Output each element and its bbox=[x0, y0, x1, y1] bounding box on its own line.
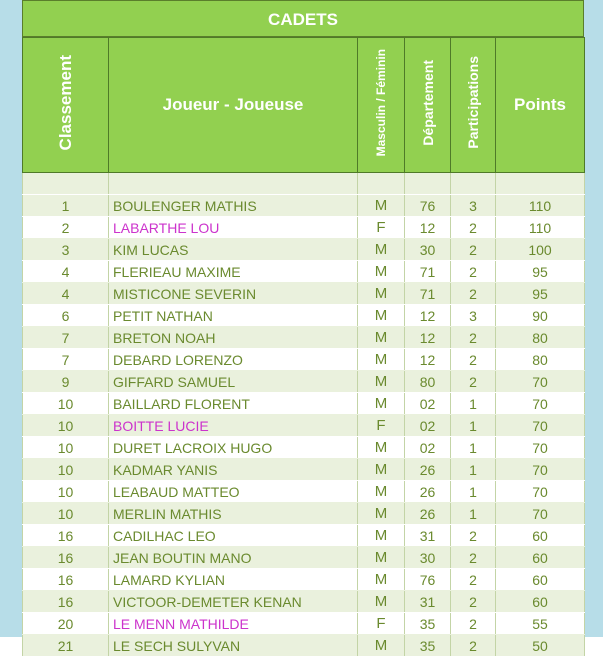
participations-cell[interactable]: 1 bbox=[451, 481, 496, 503]
spreadsheet-margin-right bbox=[584, 0, 603, 637]
points-cell[interactable]: 70 bbox=[496, 481, 585, 503]
sex-cell[interactable]: M bbox=[358, 327, 405, 349]
rank-cell[interactable]: 3 bbox=[23, 239, 109, 261]
header-points: Points bbox=[496, 38, 585, 173]
points-cell[interactable]: 70 bbox=[496, 393, 585, 415]
points-cell[interactable]: 110 bbox=[496, 195, 585, 217]
participations-cell[interactable]: 2 bbox=[451, 349, 496, 371]
sex-cell[interactable]: M bbox=[358, 481, 405, 503]
ranking-sheet bbox=[22, 0, 584, 657]
rank-cell[interactable]: 16 bbox=[23, 547, 109, 569]
category-title: CADETS bbox=[22, 0, 584, 37]
player-name-cell[interactable]: BRETON NOAH bbox=[109, 327, 358, 349]
sex-cell[interactable]: M bbox=[358, 437, 405, 459]
sex-cell[interactable]: M bbox=[358, 459, 405, 481]
header-department: Département bbox=[405, 38, 451, 173]
sex-cell[interactable]: M bbox=[358, 503, 405, 525]
player-name-cell[interactable]: LAMARD KYLIAN bbox=[109, 569, 358, 591]
points-cell[interactable]: 80 bbox=[496, 349, 585, 371]
table-row bbox=[23, 459, 585, 481]
rank-cell[interactable]: 10 bbox=[23, 415, 109, 437]
participations-cell[interactable]: 2 bbox=[451, 283, 496, 305]
participations-cell[interactable]: 1 bbox=[451, 459, 496, 481]
player-name-cell[interactable]: BAILLARD FLORENT bbox=[109, 393, 358, 415]
department-cell[interactable]: 71 bbox=[405, 261, 451, 283]
table-row bbox=[23, 327, 585, 349]
table-row bbox=[23, 195, 585, 217]
participations-cell[interactable]: 1 bbox=[451, 437, 496, 459]
department-cell[interactable]: 26 bbox=[405, 503, 451, 525]
participations-cell[interactable]: 1 bbox=[451, 415, 496, 437]
player-name-cell[interactable]: LE SECH SULYVAN bbox=[109, 635, 358, 657]
participations-cell[interactable]: 2 bbox=[451, 327, 496, 349]
player-name-cell[interactable]: MISTICONE SEVERIN bbox=[109, 283, 358, 305]
points-cell[interactable]: 55 bbox=[496, 613, 585, 635]
header-participations: Participations bbox=[451, 38, 496, 173]
points-cell[interactable]: 100 bbox=[496, 239, 585, 261]
table-row bbox=[23, 547, 585, 569]
participations-cell[interactable]: 2 bbox=[451, 217, 496, 239]
department-cell[interactable]: 76 bbox=[405, 569, 451, 591]
table-row bbox=[23, 635, 585, 657]
rank-cell[interactable]: 6 bbox=[23, 305, 109, 327]
department-cell[interactable]: 26 bbox=[405, 481, 451, 503]
participations-cell[interactable]: 2 bbox=[451, 525, 496, 547]
participations-cell[interactable]: 2 bbox=[451, 239, 496, 261]
participations-cell[interactable]: 2 bbox=[451, 547, 496, 569]
sex-cell[interactable]: M bbox=[358, 393, 405, 415]
department-cell[interactable]: 02 bbox=[405, 415, 451, 437]
points-cell[interactable]: 80 bbox=[496, 327, 585, 349]
department-cell[interactable]: 31 bbox=[405, 591, 451, 613]
rank-cell[interactable]: 10 bbox=[23, 459, 109, 481]
sex-cell[interactable]: M bbox=[358, 239, 405, 261]
participations-cell[interactable]: 2 bbox=[451, 613, 496, 635]
department-cell[interactable]: 12 bbox=[405, 349, 451, 371]
player-name-cell[interactable]: BOULENGER MATHIS bbox=[109, 195, 358, 217]
player-name-cell[interactable]: BOITTE LUCIE bbox=[109, 415, 358, 437]
header-gap bbox=[23, 173, 585, 195]
player-name-cell[interactable]: CADILHAC LEO bbox=[109, 525, 358, 547]
table-row bbox=[23, 525, 585, 547]
points-cell[interactable]: 60 bbox=[496, 547, 585, 569]
sex-cell[interactable]: M bbox=[358, 195, 405, 217]
rank-cell[interactable]: 10 bbox=[23, 437, 109, 459]
table-row bbox=[23, 503, 585, 525]
points-cell[interactable]: 95 bbox=[496, 283, 585, 305]
table-row bbox=[23, 217, 585, 239]
department-cell[interactable]: 35 bbox=[405, 635, 451, 657]
sex-cell[interactable]: M bbox=[358, 569, 405, 591]
sex-cell[interactable]: F bbox=[358, 613, 405, 635]
department-cell[interactable]: 35 bbox=[405, 613, 451, 635]
participations-cell[interactable]: 3 bbox=[451, 195, 496, 217]
points-cell[interactable]: 70 bbox=[496, 459, 585, 481]
player-name-cell[interactable]: KIM LUCAS bbox=[109, 239, 358, 261]
department-cell[interactable]: 31 bbox=[405, 525, 451, 547]
points-cell[interactable]: 50 bbox=[496, 635, 585, 657]
player-name-cell[interactable]: LE MENN MATHILDE bbox=[109, 613, 358, 635]
department-cell[interactable]: 02 bbox=[405, 437, 451, 459]
table-row bbox=[23, 349, 585, 371]
table-row bbox=[23, 591, 585, 613]
player-name-cell[interactable]: PETIT NATHAN bbox=[109, 305, 358, 327]
table-row bbox=[23, 569, 585, 591]
participations-cell[interactable]: 1 bbox=[451, 503, 496, 525]
rank-cell[interactable]: 16 bbox=[23, 525, 109, 547]
header-row bbox=[23, 38, 585, 173]
sex-cell[interactable]: M bbox=[358, 349, 405, 371]
player-name-cell[interactable]: DURET LACROIX HUGO bbox=[109, 437, 358, 459]
points-cell[interactable]: 60 bbox=[496, 591, 585, 613]
sex-cell[interactable]: F bbox=[358, 217, 405, 239]
table-row bbox=[23, 305, 585, 327]
player-name-cell[interactable]: LABARTHE LOU bbox=[109, 217, 358, 239]
department-cell[interactable]: 12 bbox=[405, 327, 451, 349]
department-cell[interactable]: 12 bbox=[405, 217, 451, 239]
spreadsheet-margin-left bbox=[0, 0, 22, 637]
points-cell[interactable]: 70 bbox=[496, 503, 585, 525]
table-row bbox=[23, 393, 585, 415]
player-name-cell[interactable]: VICTOOR-DEMETER KENAN bbox=[109, 591, 358, 613]
rank-cell[interactable]: 7 bbox=[23, 327, 109, 349]
rank-cell[interactable]: 7 bbox=[23, 349, 109, 371]
sex-cell[interactable]: M bbox=[358, 283, 405, 305]
participations-cell[interactable]: 1 bbox=[451, 393, 496, 415]
department-cell[interactable]: 02 bbox=[405, 393, 451, 415]
player-name-cell[interactable]: JEAN BOUTIN MANO bbox=[109, 547, 358, 569]
sex-cell[interactable]: F bbox=[358, 415, 405, 437]
table-row bbox=[23, 371, 585, 393]
sex-cell[interactable]: M bbox=[358, 525, 405, 547]
points-cell[interactable]: 95 bbox=[496, 261, 585, 283]
points-cell[interactable]: 90 bbox=[496, 305, 585, 327]
participations-cell[interactable]: 2 bbox=[451, 591, 496, 613]
rank-cell[interactable]: 10 bbox=[23, 503, 109, 525]
table-row bbox=[23, 415, 585, 437]
sex-cell[interactable]: M bbox=[358, 371, 405, 393]
rank-cell[interactable]: 21 bbox=[23, 635, 109, 657]
sex-cell[interactable]: M bbox=[358, 261, 405, 283]
department-cell[interactable]: 30 bbox=[405, 547, 451, 569]
player-name-cell[interactable]: DEBARD LORENZO bbox=[109, 349, 358, 371]
rank-cell[interactable]: 10 bbox=[23, 393, 109, 415]
rank-cell[interactable]: 9 bbox=[23, 371, 109, 393]
table-row bbox=[23, 481, 585, 503]
player-name-cell[interactable]: KADMAR YANIS bbox=[109, 459, 358, 481]
player-name-cell[interactable]: LEABAUD MATTEO bbox=[109, 481, 358, 503]
player-name-cell[interactable]: FLERIEAU MAXIME bbox=[109, 261, 358, 283]
points-cell[interactable]: 70 bbox=[496, 371, 585, 393]
rank-cell[interactable]: 4 bbox=[23, 283, 109, 305]
sex-cell[interactable]: M bbox=[358, 635, 405, 657]
points-cell[interactable]: 60 bbox=[496, 569, 585, 591]
sex-cell[interactable]: M bbox=[358, 305, 405, 327]
department-cell[interactable]: 71 bbox=[405, 283, 451, 305]
header-sex: Masculin / Féminin bbox=[358, 38, 405, 173]
participations-cell[interactable]: 2 bbox=[451, 569, 496, 591]
header-player: Joueur - Joueuse bbox=[109, 38, 358, 173]
participations-cell[interactable]: 2 bbox=[451, 371, 496, 393]
rank-cell[interactable]: 2 bbox=[23, 217, 109, 239]
sex-cell[interactable]: M bbox=[358, 547, 405, 569]
points-cell[interactable]: 70 bbox=[496, 437, 585, 459]
department-cell[interactable]: 76 bbox=[405, 195, 451, 217]
department-cell[interactable]: 30 bbox=[405, 239, 451, 261]
ranking-table bbox=[22, 37, 585, 657]
table-row bbox=[23, 437, 585, 459]
points-cell[interactable]: 60 bbox=[496, 525, 585, 547]
rank-cell[interactable]: 1 bbox=[23, 195, 109, 217]
player-name-cell[interactable]: GIFFARD SAMUEL bbox=[109, 371, 358, 393]
table-row bbox=[23, 239, 585, 261]
participations-cell[interactable]: 2 bbox=[451, 261, 496, 283]
rank-cell[interactable]: 16 bbox=[23, 591, 109, 613]
participations-cell[interactable]: 3 bbox=[451, 305, 496, 327]
table-row bbox=[23, 261, 585, 283]
department-cell[interactable]: 26 bbox=[405, 459, 451, 481]
points-cell[interactable]: 110 bbox=[496, 217, 585, 239]
header-rank: Classement bbox=[23, 38, 109, 173]
rank-cell[interactable]: 16 bbox=[23, 569, 109, 591]
rank-cell[interactable]: 20 bbox=[23, 613, 109, 635]
rank-cell[interactable]: 4 bbox=[23, 261, 109, 283]
department-cell[interactable]: 80 bbox=[405, 371, 451, 393]
rank-cell[interactable]: 10 bbox=[23, 481, 109, 503]
player-name-cell[interactable]: MERLIN MATHIS bbox=[109, 503, 358, 525]
table-row bbox=[23, 283, 585, 305]
participations-cell[interactable]: 2 bbox=[451, 635, 496, 657]
department-cell[interactable]: 12 bbox=[405, 305, 451, 327]
points-cell[interactable]: 70 bbox=[496, 415, 585, 437]
sex-cell[interactable]: M bbox=[358, 591, 405, 613]
table-row bbox=[23, 613, 585, 635]
